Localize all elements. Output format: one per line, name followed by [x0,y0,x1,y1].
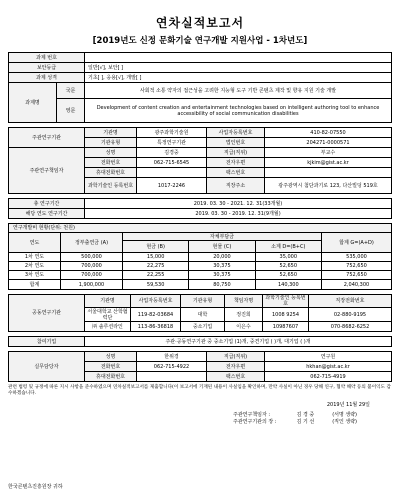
signature-mark: (서명 생략) [332,412,357,418]
budget-cell: 52,650 [255,262,321,271]
signature-line [233,412,392,419]
staff-position-value: 연구원 [265,352,392,362]
addr-label: 직장주소 [207,178,265,194]
budget-cash-header: 현금 (B) [123,241,189,253]
name-value: 김경중 [137,148,207,158]
budget-cell: 15,000 [123,253,189,262]
phone-label: 전화번호 [85,158,137,168]
org-value: 광주과학기술원 [137,128,207,138]
position-value: 부교수 [265,148,392,158]
joint-cell: 119-82-03684 [131,308,181,322]
joint-header: 기관유형 [181,295,225,308]
staff-mobile-label: 휴대전화번호 [85,372,137,382]
participation-value: 주관·공동연구기관 중 중소기업 (1)개, 중견기업 ( )개, 대기업 ( )개 [85,337,392,347]
total-period-value: 2019. 03. 30 - 2021. 12. 31(33개월) [85,199,392,209]
corpno-label: 법인번호 [207,138,265,148]
addressee-footer: 한국콘텐츠진흥원장 귀하 [8,484,63,490]
budget-cell: 22,275 [123,262,189,271]
joint-section-label: 공동연구기관 [9,295,85,332]
budget-cell: 22,255 [123,271,189,280]
korean-title: 사회적 소통 약자의 접근성을 고려한 지능형 도구 기반 콘텐츠 제작 및 향유 지원 기술 개발 [85,83,392,99]
staff-name-value: 한위경 [137,352,207,362]
budget-cell: 합계 [9,280,61,290]
bizno-label: 사업자등록번호 [207,128,265,138]
mobile-label: 휴대전화번호 [85,168,137,178]
budget-cell: 30,375 [189,262,255,271]
staff-phone-value: 062-715-4922 [137,362,207,372]
budget-row [9,271,392,280]
signature-name: 김 경 중 [296,412,315,418]
host-section-label: 주관연구기관 [9,128,85,148]
budget-table [8,223,392,290]
researcher-section-label: 주관연구책임자 [9,148,85,194]
fax-value [265,168,392,178]
total-period-label: 총 연구기간 [9,199,85,209]
joint-cell: 1008 9254 [263,308,309,322]
budget-row [9,253,392,262]
participation-label: 참여기업 [9,337,85,347]
joint-cell: ㈜ 솔루션라인 [85,322,131,332]
budget-cell: 752,650 [321,262,391,271]
budget-row [9,262,392,271]
sci-label: 과학기술인 등록번호 [85,178,137,194]
budget-cell: 35,000 [255,253,321,262]
position-label: 직급(직위) [207,148,265,158]
joint-cell: 서울대학교 산학협력단 [85,308,131,322]
mobile-value [137,168,207,178]
joint-header: 사업자등록번호 [131,295,181,308]
signature-role: 주관연구책임자 : [233,412,271,418]
budget-cell: 700,000 [61,271,123,280]
budget-gov-header: 정부출연금 (A) [61,233,123,253]
staff-fax-label: 팩스번호 [207,372,265,382]
staff-name-label: 성명 [85,352,137,362]
security-label: 보안등급 [9,63,85,73]
signature-role: 주관연구기관의 장 : [233,419,277,425]
participation-table [8,336,392,347]
declaration-note: 관련 법령 및 규정에 따른 지시 사항을 준수하였으며 연차실적보고서를 제출합니다(이 보고서에 기재된 내용이 사실임을 확인하며, 만약 사실이 아닌 경우 당해 연구, 협약 해약 등의 불이익도 감수하겠습니다. [8,385,391,396]
budget-sub-header: 소계 D=(B+C) [255,241,321,253]
joint-cell: 113-86-36818 [131,322,181,332]
staff-email-value: hkhan@gist.ac.kr [265,362,392,372]
budget-cell: 2차 연도 [9,262,61,271]
year-period-value: 2019. 03. 30 - 2019. 12. 31(9개월) [85,209,392,219]
budget-cell: 59,530 [123,280,189,290]
staff-position-label: 직급(직위) [207,352,265,362]
joint-cell: 02-880-9195 [309,308,392,322]
corpno-value: 204271-0000571 [265,138,392,148]
joint-header: 기관명 [85,295,131,308]
period-table [8,198,392,219]
joint-cell: 이은수 [225,322,263,332]
budget-cell: 80,750 [189,280,255,290]
budget-cell: 700,000 [61,262,123,271]
english-label: 영문 [57,99,85,123]
budget-cell: 3차 연도 [9,271,61,280]
task-name-label: 과제명 [9,83,57,123]
staff-mobile-value [137,372,207,382]
budget-total-header: 합계 G=(A+D) [321,233,391,253]
task-no-value [85,53,392,63]
budget-cell: 1,900,000 [61,280,123,290]
name-label: 성명 [85,148,137,158]
task-no-label: 과제 번호 [9,53,85,63]
staff-fax-value: 062-715-4919 [265,372,392,382]
type-label: 기관유형 [85,138,137,148]
joint-cell: 중소기업 [181,322,225,332]
report-date: 2019년 11월 29일 [326,402,370,408]
staff-table [8,351,392,382]
joint-cell: 070-8682-6252 [309,322,392,332]
type-value: 특정연구기관 [137,138,207,148]
security-value: 일반[√], 보안[ ] [85,63,392,73]
fax-label: 팩스번호 [207,168,265,178]
sci-value: 1017-2246 [137,178,207,194]
report-title: 연차실적보고서 [155,16,245,30]
report-subtitle: [2019년도 신정 문화기술 연구개발 지원사업 - 1차년도] [92,36,308,46]
email-label: 전자우편 [207,158,265,168]
budget-cell: 752,650 [321,271,391,280]
joint-org-table [8,294,392,332]
budget-year-header: 연도 [9,233,61,253]
english-title: Development of content creation and entertainment technologies based on intelligent authoring tool to enhance accessibility of social communication disabilities [85,99,392,123]
signature-name: 김 기 선 [296,419,315,425]
budget-total-row [9,280,392,290]
budget-cell: 1차 연도 [9,253,61,262]
budget-caption: 연구개발비 현황(단위: 천원) [9,224,392,233]
email-value: kjkim@gist.ac.kr [265,158,392,168]
phone-value: 062-715-6545 [137,158,207,168]
host-org-table [8,127,392,194]
nature-label: 과제 성격 [9,73,85,83]
joint-cell: 정진희 [225,308,263,322]
staff-email-label: 전자우편 [207,362,265,372]
staff-phone-label: 전화번호 [85,362,137,372]
year-period-label: 해당 연도 연구기간 [9,209,85,219]
signature-mark: (직인 생략) [332,419,357,425]
joint-header: 과학기술인 등록번호 [263,295,309,308]
budget-cell: 52,650 [255,271,321,280]
joint-header: 직장전화번호 [309,295,392,308]
nature-value: 기초[ ], 응용[√], 개발[ ] [85,73,392,83]
addr-value: 광주광역시 첨단과기로 123, 다산빌딩 519호 [265,178,392,194]
joint-cell: 10987607 [263,322,309,332]
budget-cell: 30,375 [189,271,255,280]
basic-info-table [8,52,392,123]
joint-cell: 대학 [181,308,225,322]
budget-cell: 20,000 [189,253,255,262]
signature-line [233,419,392,426]
budget-private-header: 자체부담금 [123,233,322,241]
org-label: 기관명 [85,128,137,138]
budget-cell: 140,300 [255,280,321,290]
signature-block [233,412,392,426]
joint-header: 책임자명 [225,295,263,308]
korean-label: 국문 [57,83,85,99]
budget-cell: 535,000 [321,253,391,262]
bizno-value: 410-82-07550 [265,128,392,138]
budget-cell: 500,000 [61,253,123,262]
budget-inkind-header: 현물 (C) [189,241,255,253]
staff-section-label: 실무담당자 [9,352,85,382]
budget-cell: 2,040,300 [321,280,391,290]
